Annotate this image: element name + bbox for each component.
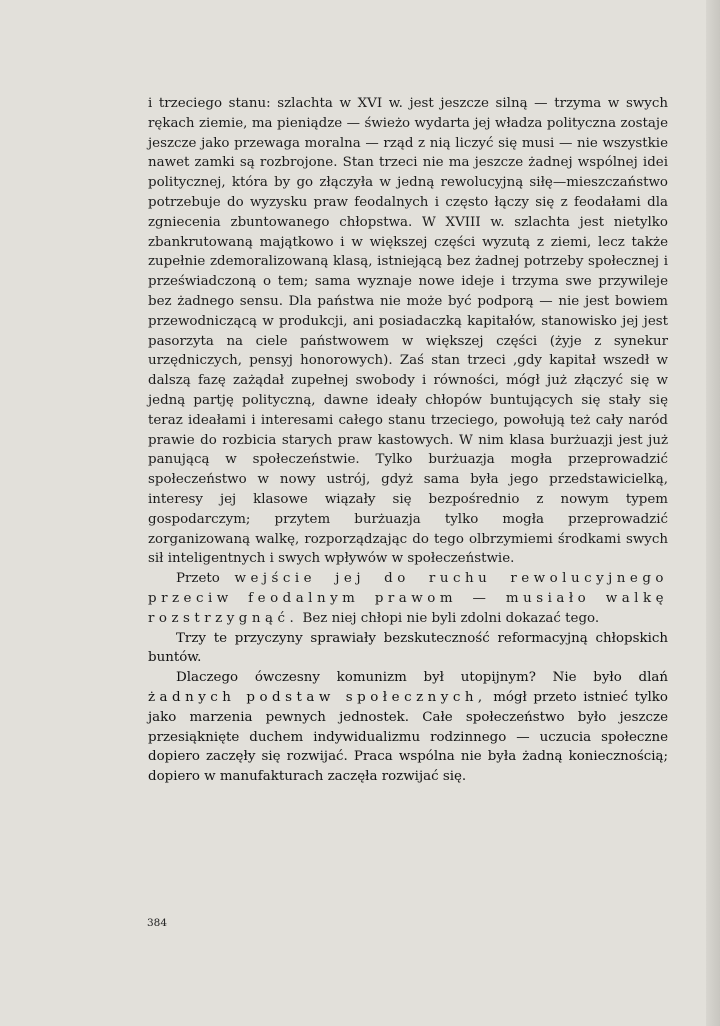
- paragraph-4-start: Dlaczego ówczesny komunizm był utopijnym? Nie było dlań: [176, 670, 668, 686]
- paragraph-2-spaced: wejście jej do ruchu rewolucyjnego przeciw feodalnym prawom — musiało walkę rozstrzygnąć.: [148, 571, 668, 626]
- paragraph-2-start: Przeto: [176, 571, 235, 587]
- paragraph-3: Trzy te przyczyny sprawiały bezskuteczność reformacyjną chłopskich buntów.: [148, 630, 668, 666]
- paragraph-2-end: Bez niej chłopi nie byli zdolni dokazać tego.: [298, 610, 600, 626]
- page-edge-shadow: [706, 0, 720, 1026]
- paragraph-1: i trzeciego stanu: szlachta w XVI w. jest jeszcze silną — trzyma w swych rękach ziemie, ma pieniądze — świeżo wydarta jej władza polityczna zostaje jeszcze jako przewaga moralna — rząd z nią liczyć się musi — nie wszystkie nawet zamki są rozbrojone. Stan trzeci nie ma jeszcze żadnej wspólnej idei politycznej, która by go złączyła w jedną rewolucyjną siłę—mieszczaństwo potrzebuje do wyzysku praw feodalnych i często łączy się z feodałami dla zgniecenia zbuntowanego chłopstwa. W XVIII w. szlachta jest nietylko zbankrutowaną majątkowo i w większej części wyzutą z ziemi, lecz także zupełnie zdemoralizowaną klasą, istniejącą bez żadnej potrzeby społecznej i przeświadczoną o tem; sama wyznaje nowe ideje i trzyma swe przywileje bez żadnego sensu. Dla państwa nie może być podporą — nie jest bowiem przewodniczącą w produkcji, ani posiadaczką kapitałów, stanowisko jej jest pasorzyta na ciele państwowem w większej części (żyje z synekur urzędniczych, pensyj honorowych). Zaś stan trzeci ,gdy kapitał wszedł w dalszą fazę zażądał zupełnej swobody i równości, mógł już złączyć się w jedną partję polityczną, dawne ideały chłopów buntujących się stały się teraz ideałami i interesami całego stanu trzeciego, powołują też cały naród prawie do rozbicia starych praw kastowych. W nim klasa burżuazji jest już panującą w społeczeństwie. Tylko burżuazja mogła przeprowadzić społeczeństwo w nowy ustrój, gdyż sama była jego przedstawicielką, interesy jej klasowe wiązały się bezpośrednio z nowym typem gospodarczym; przytem burżuazja tylko mogła przeprowadzić zorganizowaną walkę, rozporządzając do tego olbrzymiemi środkami swych sił inteligentnych i swych wpływów w społeczeństwie.: [148, 96, 668, 567]
- paragraph-4-spaced: żadnych podstaw społecznych,: [148, 689, 487, 705]
- paragraph-4-end: mógł przeto istnieć tylko jako marzenia pewnych jednostek. Całe społeczeństwo było jeszcze przesiąknięte duchem indywidualizmu rodzinnego — uczucia społeczne dopiero zaczęły się rozwijać. Praca wspólna nie była żadną koniecznością; dopiero w manufakturach zaczęła rozwijać się.: [148, 689, 668, 785]
- paragraph-4: [148, 668, 668, 787]
- body-text: [148, 94, 668, 787]
- page-number: 384: [147, 917, 168, 929]
- paragraph-2: [148, 569, 668, 628]
